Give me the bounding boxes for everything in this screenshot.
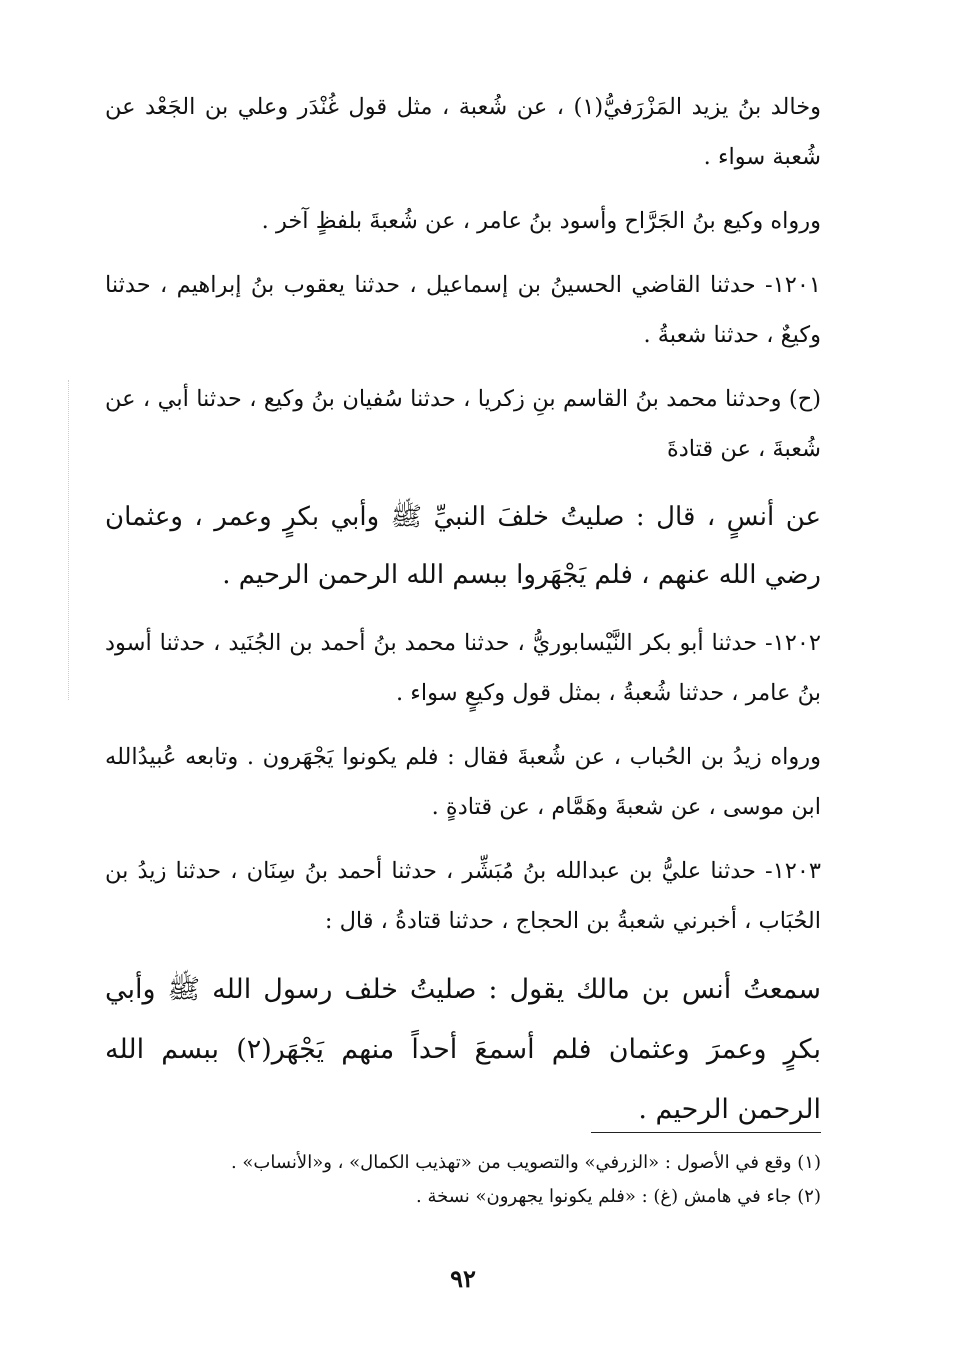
hadith-text-2: سمعتُ أنس بن مالك يقول : صليتُ خلف رسول الله ﷺ وأبي بكرٍ وعمرَ وعثمان فلم أسمعَ أحداً منهم يَجْهَر(٢) ببسم الله الرحمن الرحيم . (105, 974, 821, 1125)
paragraph-4: (ح) وحدثنا محمد بنُ القاسم بنِ زكريا ، حدثنا سُفيان بنُ وكيع ، حدثنا أبي ، عن شُعبةَ ، عن قتادةَ (105, 386, 821, 462)
gutter-mark (68, 380, 69, 700)
hadith-text-1: عن أنسٍ ، قال : صليتُ خلفَ النبيِّ ﷺ وأبي بكرٍ وعمر ، وعثمان رضي الله عنهم ، فلم يَجْهَروا ببسم الله الرحمن الرحيم . (105, 502, 821, 590)
paragraph-2: ورواه وكيع بنُ الجَرَّاح وأسود بنُ عامر ، عن شُعبةَ بلفظٍ آخر . (261, 208, 821, 234)
paragraph-7: ورواه زيدُ بن الحُباب ، عن شُعبةَ فقال : فلم يكونوا يَجْهَرون . وتابعه عُبيدُالله ابن موسى ، عن شعبةَ وهَمَّام ، عن قتادةٍ . (105, 744, 821, 820)
paragraph-8: ١٢٠٣- حدثنا عليُّ بن عبدالله بنُ مُبَشِّر ، حدثنا أحمد بنُ سِنَان ، حدثنا زيدُ بن الحُبَاب ، أخبرني شعبةُ بن الحجاج ، حدثنا قتادةُ ، قال : (105, 858, 821, 934)
paragraph-6: ١٢٠٢- حدثنا أبو بكر النَّيْسابوريُّ ، حدثنا محمد بنُ أحمد بن الجُنَيد ، حدثنا أسود بنُ عامر ، حدثنا شُعبةُ ، بمثل قول وكيعٍ سواء . (105, 630, 821, 706)
paragraph-1: وخالد بنُ يزيد المَزْرَفيُّ(١) ، عن شُعبة ، مثل قول غُنْدَر وعلي بن الجَعْد عن شُعبة سواء . (105, 94, 821, 170)
footnotes (105, 1146, 821, 1214)
footnote-1: (١) وقع في الأصول : «الزرفي» والتصويب من «تهذيب الكمال» ، و«الأنساب» . (230, 1152, 821, 1173)
footnote-divider (591, 1132, 821, 1133)
page-body (105, 82, 821, 1332)
page-number: ٩٢ (450, 1264, 476, 1293)
footnote-2: (٢) جاء في هامش (غ) : «فلم يكونوا يجهرون» نسخة . (416, 1186, 821, 1207)
paragraph-3: ١٢٠١- حدثنا القاضي الحسينُ بن إسماعيل ، حدثنا يعقوب بنُ إبراهيم ، حدثنا وكيعٌ ، حدثنا شعبةُ . (105, 272, 821, 348)
